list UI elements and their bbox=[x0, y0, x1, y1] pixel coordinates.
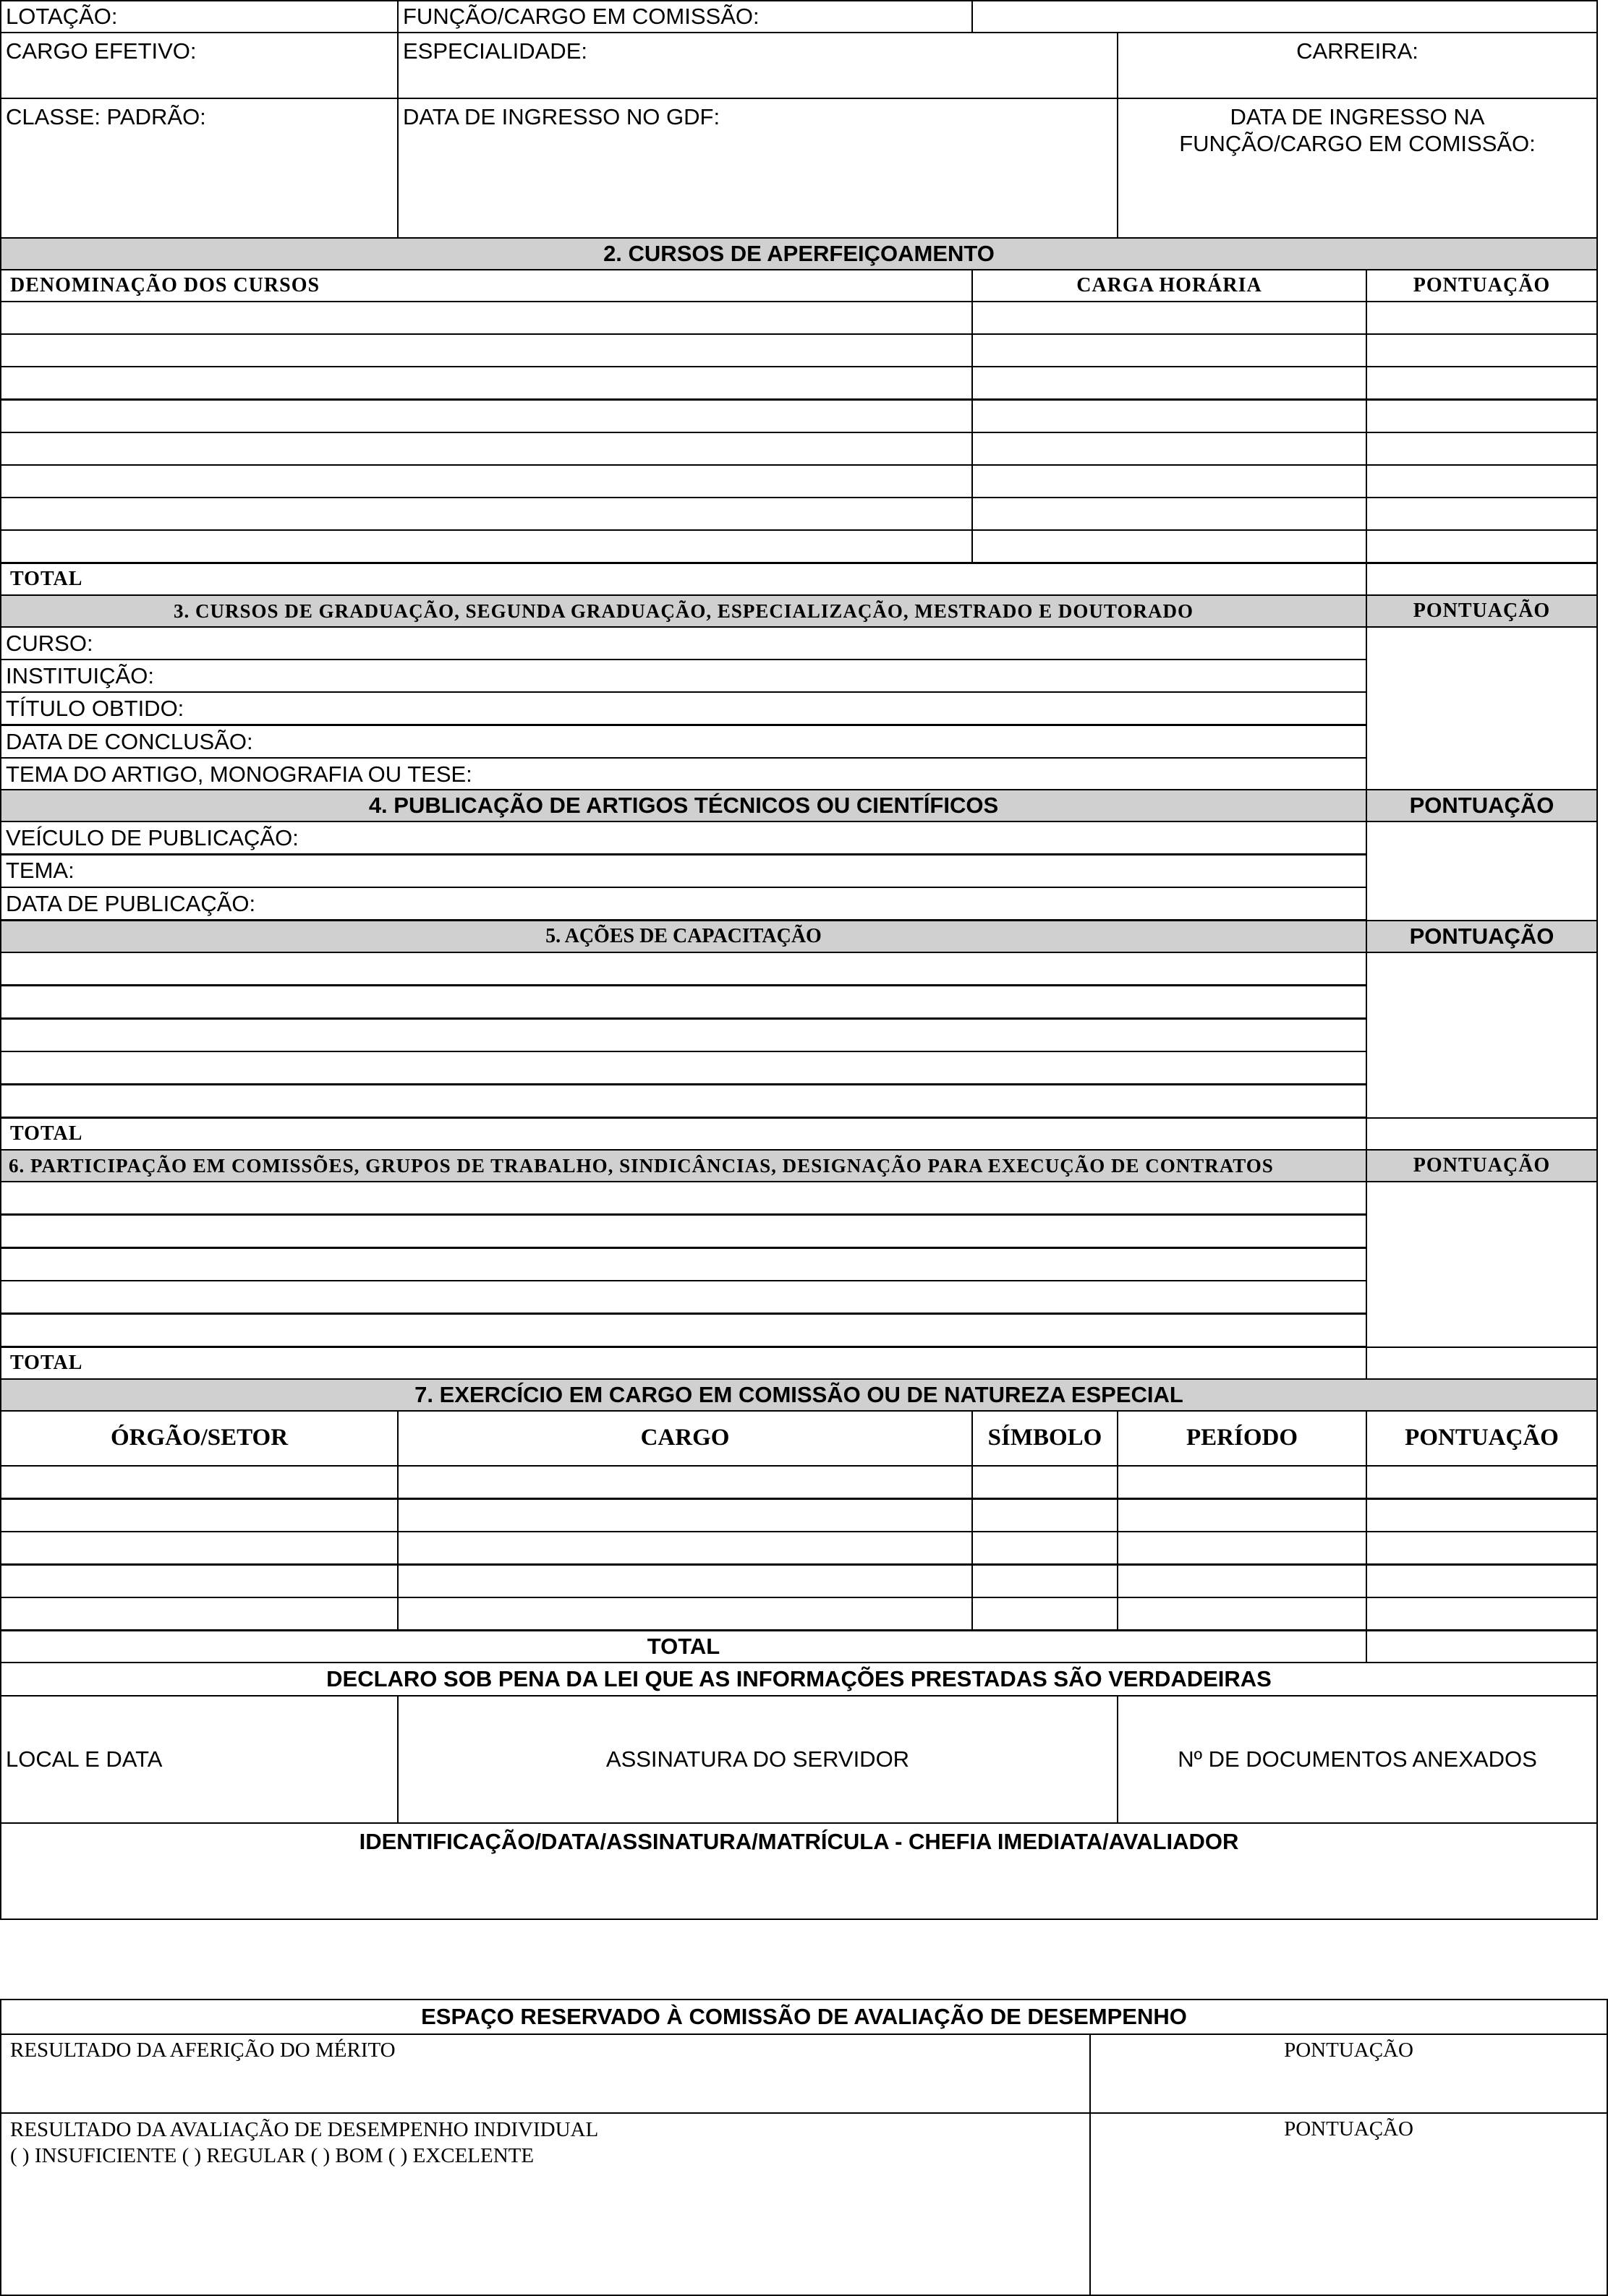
course-hours-cell[interactable] bbox=[971, 333, 1367, 367]
cargo-cell[interactable] bbox=[397, 1597, 973, 1631]
lotacao-label: LOTAÇÃO: bbox=[6, 4, 118, 30]
merito-field[interactable] bbox=[0, 2033, 1091, 2114]
section-6-pontuacao-value[interactable] bbox=[1366, 1181, 1598, 1348]
funcao-cargo-label: FUNÇÃO/CARGO EM COMISSÃO: bbox=[403, 4, 760, 30]
section-7-col-cargo bbox=[397, 1410, 973, 1467]
capacitacao-row[interactable] bbox=[0, 952, 1367, 986]
section-7-title bbox=[0, 1378, 1598, 1412]
course-hours-cell[interactable] bbox=[971, 301, 1367, 335]
section-3-field-label: TEMA DO ARTIGO, MONOGRAFIA OU TESE: bbox=[6, 761, 472, 787]
section-7-total-value[interactable] bbox=[1366, 1630, 1598, 1663]
section-3-field-label: CURSO: bbox=[6, 630, 93, 656]
avaliacao-field[interactable] bbox=[0, 2112, 1091, 2296]
course-name-cell[interactable] bbox=[0, 432, 973, 466]
col-denominacao-text: DENOMINAÇÃO DOS CURSOS bbox=[10, 274, 320, 297]
section-3-field-label: TÍTULO OBTIDO: bbox=[6, 696, 184, 722]
section-4-field-label: DATA DE PUBLICAÇÃO: bbox=[6, 890, 256, 916]
course-name-cell[interactable] bbox=[0, 301, 973, 335]
course-hours-cell[interactable] bbox=[971, 497, 1367, 531]
section-5-pontuacao-value[interactable] bbox=[1366, 952, 1598, 1119]
section-2-total bbox=[0, 563, 1367, 596]
simbolo-cell[interactable] bbox=[971, 1498, 1118, 1532]
course-points-cell[interactable] bbox=[1366, 529, 1598, 563]
simbolo-cell[interactable] bbox=[971, 1465, 1118, 1499]
section-3-field[interactable] bbox=[0, 691, 1367, 725]
section-3-title bbox=[0, 594, 1367, 628]
course-points-cell[interactable] bbox=[1366, 333, 1598, 367]
section-3-pontuacao-text: PONTUAÇÃO bbox=[1413, 599, 1551, 623]
local-data-field[interactable] bbox=[0, 1695, 399, 1824]
orgao-cell[interactable] bbox=[0, 1465, 399, 1499]
cargo-efetivo-field[interactable] bbox=[0, 32, 399, 99]
course-hours-cell[interactable] bbox=[971, 464, 1367, 498]
section-2-title bbox=[0, 237, 1598, 270]
section-3-field[interactable] bbox=[0, 725, 1367, 759]
course-hours-cell[interactable] bbox=[971, 399, 1367, 433]
course-points-cell[interactable] bbox=[1366, 301, 1598, 335]
section-2-title-text: 2. CURSOS DE APERFEIÇOAMENTO bbox=[603, 241, 995, 267]
section-6-total-value[interactable] bbox=[1366, 1347, 1598, 1380]
section-5-pontuacao-text: PONTUAÇÃO bbox=[1409, 923, 1554, 949]
section-3-field[interactable] bbox=[0, 659, 1367, 693]
lotacao-field[interactable] bbox=[0, 0, 399, 33]
data-ingresso-gdf-field[interactable] bbox=[397, 98, 1118, 239]
merito-pontuacao-label: PONTUAÇÃO bbox=[1284, 2039, 1413, 2062]
section-2-total-label: TOTAL bbox=[10, 568, 83, 591]
section-7-total bbox=[0, 1630, 1367, 1663]
col-pontuacao7-text: PONTUAÇÃO bbox=[1405, 1425, 1559, 1451]
data-ingresso-funcao-field[interactable] bbox=[1117, 98, 1598, 239]
section-7-col-periodo bbox=[1117, 1410, 1367, 1467]
course-name-cell[interactable] bbox=[0, 399, 973, 433]
comissao-row[interactable] bbox=[0, 1214, 1367, 1248]
funcao-cargo-field[interactable] bbox=[397, 0, 973, 33]
assinatura-field[interactable] bbox=[397, 1695, 1118, 1824]
pontuacao-cell[interactable] bbox=[1366, 1564, 1598, 1598]
course-hours-cell[interactable] bbox=[971, 366, 1367, 400]
pontuacao-cell[interactable] bbox=[1366, 1465, 1598, 1499]
cargo-cell[interactable] bbox=[397, 1564, 973, 1598]
capacitacao-row[interactable] bbox=[0, 1084, 1367, 1118]
section-2-col-pontuacao bbox=[1366, 269, 1598, 302]
avaliacao-pontuacao-label: PONTUAÇÃO bbox=[1284, 2117, 1413, 2141]
section-3-field[interactable] bbox=[0, 757, 1367, 791]
orgao-cell[interactable] bbox=[0, 1498, 399, 1532]
course-points-cell[interactable] bbox=[1366, 497, 1598, 531]
section-7-col-orgao bbox=[0, 1410, 399, 1467]
documentos-label: Nº DE DOCUMENTOS ANEXADOS bbox=[1178, 1746, 1537, 1772]
section-4-field[interactable] bbox=[0, 887, 1367, 921]
especialidade-field[interactable] bbox=[397, 32, 1118, 99]
cargo-cell[interactable] bbox=[397, 1465, 973, 1499]
avaliacao-pontuacao-field[interactable] bbox=[1089, 2112, 1608, 2296]
orgao-cell[interactable] bbox=[0, 1531, 399, 1565]
section-5-pontuacao-header bbox=[1366, 920, 1598, 953]
local-data-label: LOCAL E DATA bbox=[6, 1746, 163, 1772]
col-cargo-text: CARGO bbox=[640, 1425, 730, 1451]
cargo-efetivo-label: CARGO EFETIVO: bbox=[6, 38, 197, 64]
chefia-label: IDENTIFICAÇÃO/DATA/ASSINATURA/MATRÍCULA - CHEFIA IMEDIATA/AVALIADOR bbox=[359, 1829, 1239, 1854]
assinatura-label: ASSINATURA DO SERVIDOR bbox=[605, 1746, 910, 1772]
classe-padrao-field[interactable] bbox=[0, 98, 399, 239]
section-4-field[interactable] bbox=[0, 821, 1367, 855]
section-7-total-label: TOTAL bbox=[647, 1634, 720, 1660]
course-hours-cell[interactable] bbox=[971, 529, 1367, 563]
orgao-cell[interactable] bbox=[0, 1564, 399, 1598]
section-5-title bbox=[0, 920, 1367, 953]
section-4-title bbox=[0, 789, 1367, 822]
comissao-row[interactable] bbox=[0, 1313, 1367, 1347]
course-points-cell[interactable] bbox=[1366, 464, 1598, 498]
periodo-cell[interactable] bbox=[1117, 1564, 1367, 1598]
section-6-title bbox=[0, 1149, 1367, 1182]
chefia-field[interactable] bbox=[0, 1822, 1598, 1920]
comissao-row[interactable] bbox=[0, 1247, 1367, 1281]
declaration-text-span: DECLARO SOB PENA DA LEI QUE AS INFORMAÇÕES PRESTADAS SÃO VERDADEIRAS bbox=[326, 1666, 1272, 1692]
col-simbolo-text: SÍMBOLO bbox=[987, 1425, 1102, 1451]
section-6-title-text: 6. PARTICIPAÇÃO EM COMISSÕES, GRUPOS DE TRABALHO, SINDICÂNCIAS, DESIGNAÇÃO PARA EXECUÇÃO DE CONTRATOS bbox=[9, 1154, 1274, 1177]
avaliacao-opcoes[interactable]: ( ) INSUFICIENTE ( ) REGULAR ( ) BOM ( ) EXCELENTE bbox=[10, 2144, 535, 2168]
section-6-pontuacao-text: PONTUAÇÃO bbox=[1413, 1154, 1551, 1177]
simbolo-cell[interactable] bbox=[971, 1564, 1118, 1598]
data-ingresso-funcao-label: DATA DE INGRESSO NA FUNÇÃO/CARGO EM COMISSÃO: bbox=[1179, 104, 1536, 157]
cargo-cell[interactable] bbox=[397, 1531, 973, 1565]
section-4-pontuacao-value[interactable] bbox=[1366, 821, 1598, 921]
col-pontuacao-text: PONTUAÇÃO bbox=[1413, 274, 1551, 297]
simbolo-cell[interactable] bbox=[971, 1597, 1118, 1631]
carreira-field[interactable] bbox=[1117, 32, 1598, 99]
capacitacao-row[interactable] bbox=[0, 1051, 1367, 1085]
section-5-total-value[interactable] bbox=[1366, 1117, 1598, 1151]
section-7-title-text: 7. EXERCÍCIO EM CARGO EM COMISSÃO OU DE NATUREZA ESPECIAL bbox=[414, 1382, 1183, 1408]
section-3-field-label: DATA DE CONCLUSÃO: bbox=[6, 728, 253, 754]
committee-title-text: ESPAÇO RESERVADO À COMISSÃO DE AVALIAÇÃO DE DESEMPENHO bbox=[421, 2004, 1187, 2030]
pontuacao-cell[interactable] bbox=[1366, 1597, 1598, 1631]
periodo-cell[interactable] bbox=[1117, 1498, 1367, 1532]
section-3-field[interactable] bbox=[0, 626, 1367, 660]
header-extra-field[interactable] bbox=[971, 0, 1598, 33]
section-4-field-label: VEÍCULO DE PUBLICAÇÃO: bbox=[6, 824, 299, 850]
section-4-field[interactable] bbox=[0, 854, 1367, 888]
comissao-row[interactable] bbox=[0, 1181, 1367, 1215]
pontuacao-cell[interactable] bbox=[1366, 1531, 1598, 1565]
section-6-total-label: TOTAL bbox=[10, 1352, 83, 1375]
section-7-col-simbolo bbox=[971, 1410, 1118, 1467]
classe-padrao-label: CLASSE: PADRÃO: bbox=[6, 104, 206, 129]
section-3-title-text: 3. CURSOS DE GRADUAÇÃO, SEGUNDA GRADUAÇÃO, ESPECIALIZAÇÃO, MESTRADO E DOUTORADO bbox=[174, 599, 1194, 622]
pontuacao-cell[interactable] bbox=[1366, 1498, 1598, 1532]
periodo-cell[interactable] bbox=[1117, 1531, 1367, 1565]
cargo-cell[interactable] bbox=[397, 1498, 973, 1532]
section-3-field-label: INSTITUIÇÃO: bbox=[6, 663, 154, 689]
avaliacao-label: RESULTADO DA AVALIAÇÃO DE DESEMPENHO INDIVIDUAL bbox=[10, 2118, 599, 2141]
section-3-pontuacao-value[interactable] bbox=[1366, 626, 1598, 790]
section-2-col-carga bbox=[971, 269, 1367, 302]
section-4-field-label: TEMA: bbox=[6, 858, 75, 884]
periodo-cell[interactable] bbox=[1117, 1465, 1367, 1499]
col-orgao-text: ÓRGÃO/SETOR bbox=[110, 1425, 289, 1451]
comissao-row[interactable] bbox=[0, 1280, 1367, 1314]
section-7-col-pontuacao bbox=[1366, 1410, 1598, 1467]
course-name-cell[interactable] bbox=[0, 529, 973, 563]
section-4-title-text: 4. PUBLICAÇÃO DE ARTIGOS TÉCNICOS OU CIENTÍFICOS bbox=[368, 793, 999, 819]
data-ingresso-gdf-label: DATA DE INGRESSO NO GDF: bbox=[403, 104, 720, 129]
section-4-pontuacao-header bbox=[1366, 789, 1598, 822]
section-2-total-value[interactable] bbox=[1366, 563, 1598, 596]
section-6-total bbox=[0, 1347, 1367, 1380]
section-5-title-text: 5. AÇÕES DE CAPACITAÇÃO bbox=[545, 925, 822, 948]
section-4-pontuacao-text: PONTUAÇÃO bbox=[1409, 793, 1554, 819]
course-hours-cell[interactable] bbox=[971, 432, 1367, 466]
course-name-cell[interactable] bbox=[0, 366, 973, 400]
documentos-field[interactable] bbox=[1117, 1695, 1598, 1824]
course-name-cell[interactable] bbox=[0, 464, 973, 498]
capacitacao-row[interactable] bbox=[0, 985, 1367, 1019]
section-3-pontuacao-header bbox=[1366, 594, 1598, 628]
section-2-col-denominacao bbox=[0, 269, 973, 302]
capacitacao-row[interactable] bbox=[0, 1018, 1367, 1052]
col-carga-text: CARGA HORÁRIA bbox=[1076, 274, 1262, 297]
committee-title bbox=[0, 1999, 1608, 2035]
periodo-cell[interactable] bbox=[1117, 1597, 1367, 1631]
carreira-label: CARREIRA: bbox=[1296, 38, 1418, 64]
section-5-total bbox=[0, 1117, 1367, 1151]
section-5-total-label: TOTAL bbox=[10, 1122, 83, 1145]
merito-label: RESULTADO DA AFERIÇÃO DO MÉRITO bbox=[10, 2039, 396, 2062]
course-points-cell[interactable] bbox=[1366, 366, 1598, 400]
section-6-pontuacao-header bbox=[1366, 1149, 1598, 1182]
course-points-cell[interactable] bbox=[1366, 399, 1598, 433]
course-name-cell[interactable] bbox=[0, 497, 973, 531]
course-name-cell[interactable] bbox=[0, 333, 973, 367]
simbolo-cell[interactable] bbox=[971, 1531, 1118, 1565]
especialidade-label: ESPECIALIDADE: bbox=[403, 38, 587, 64]
col-periodo-text: PERÍODO bbox=[1186, 1425, 1298, 1451]
merito-pontuacao-field[interactable] bbox=[1089, 2033, 1608, 2114]
orgao-cell[interactable] bbox=[0, 1597, 399, 1631]
course-points-cell[interactable] bbox=[1366, 432, 1598, 466]
declaration-text bbox=[0, 1662, 1598, 1697]
